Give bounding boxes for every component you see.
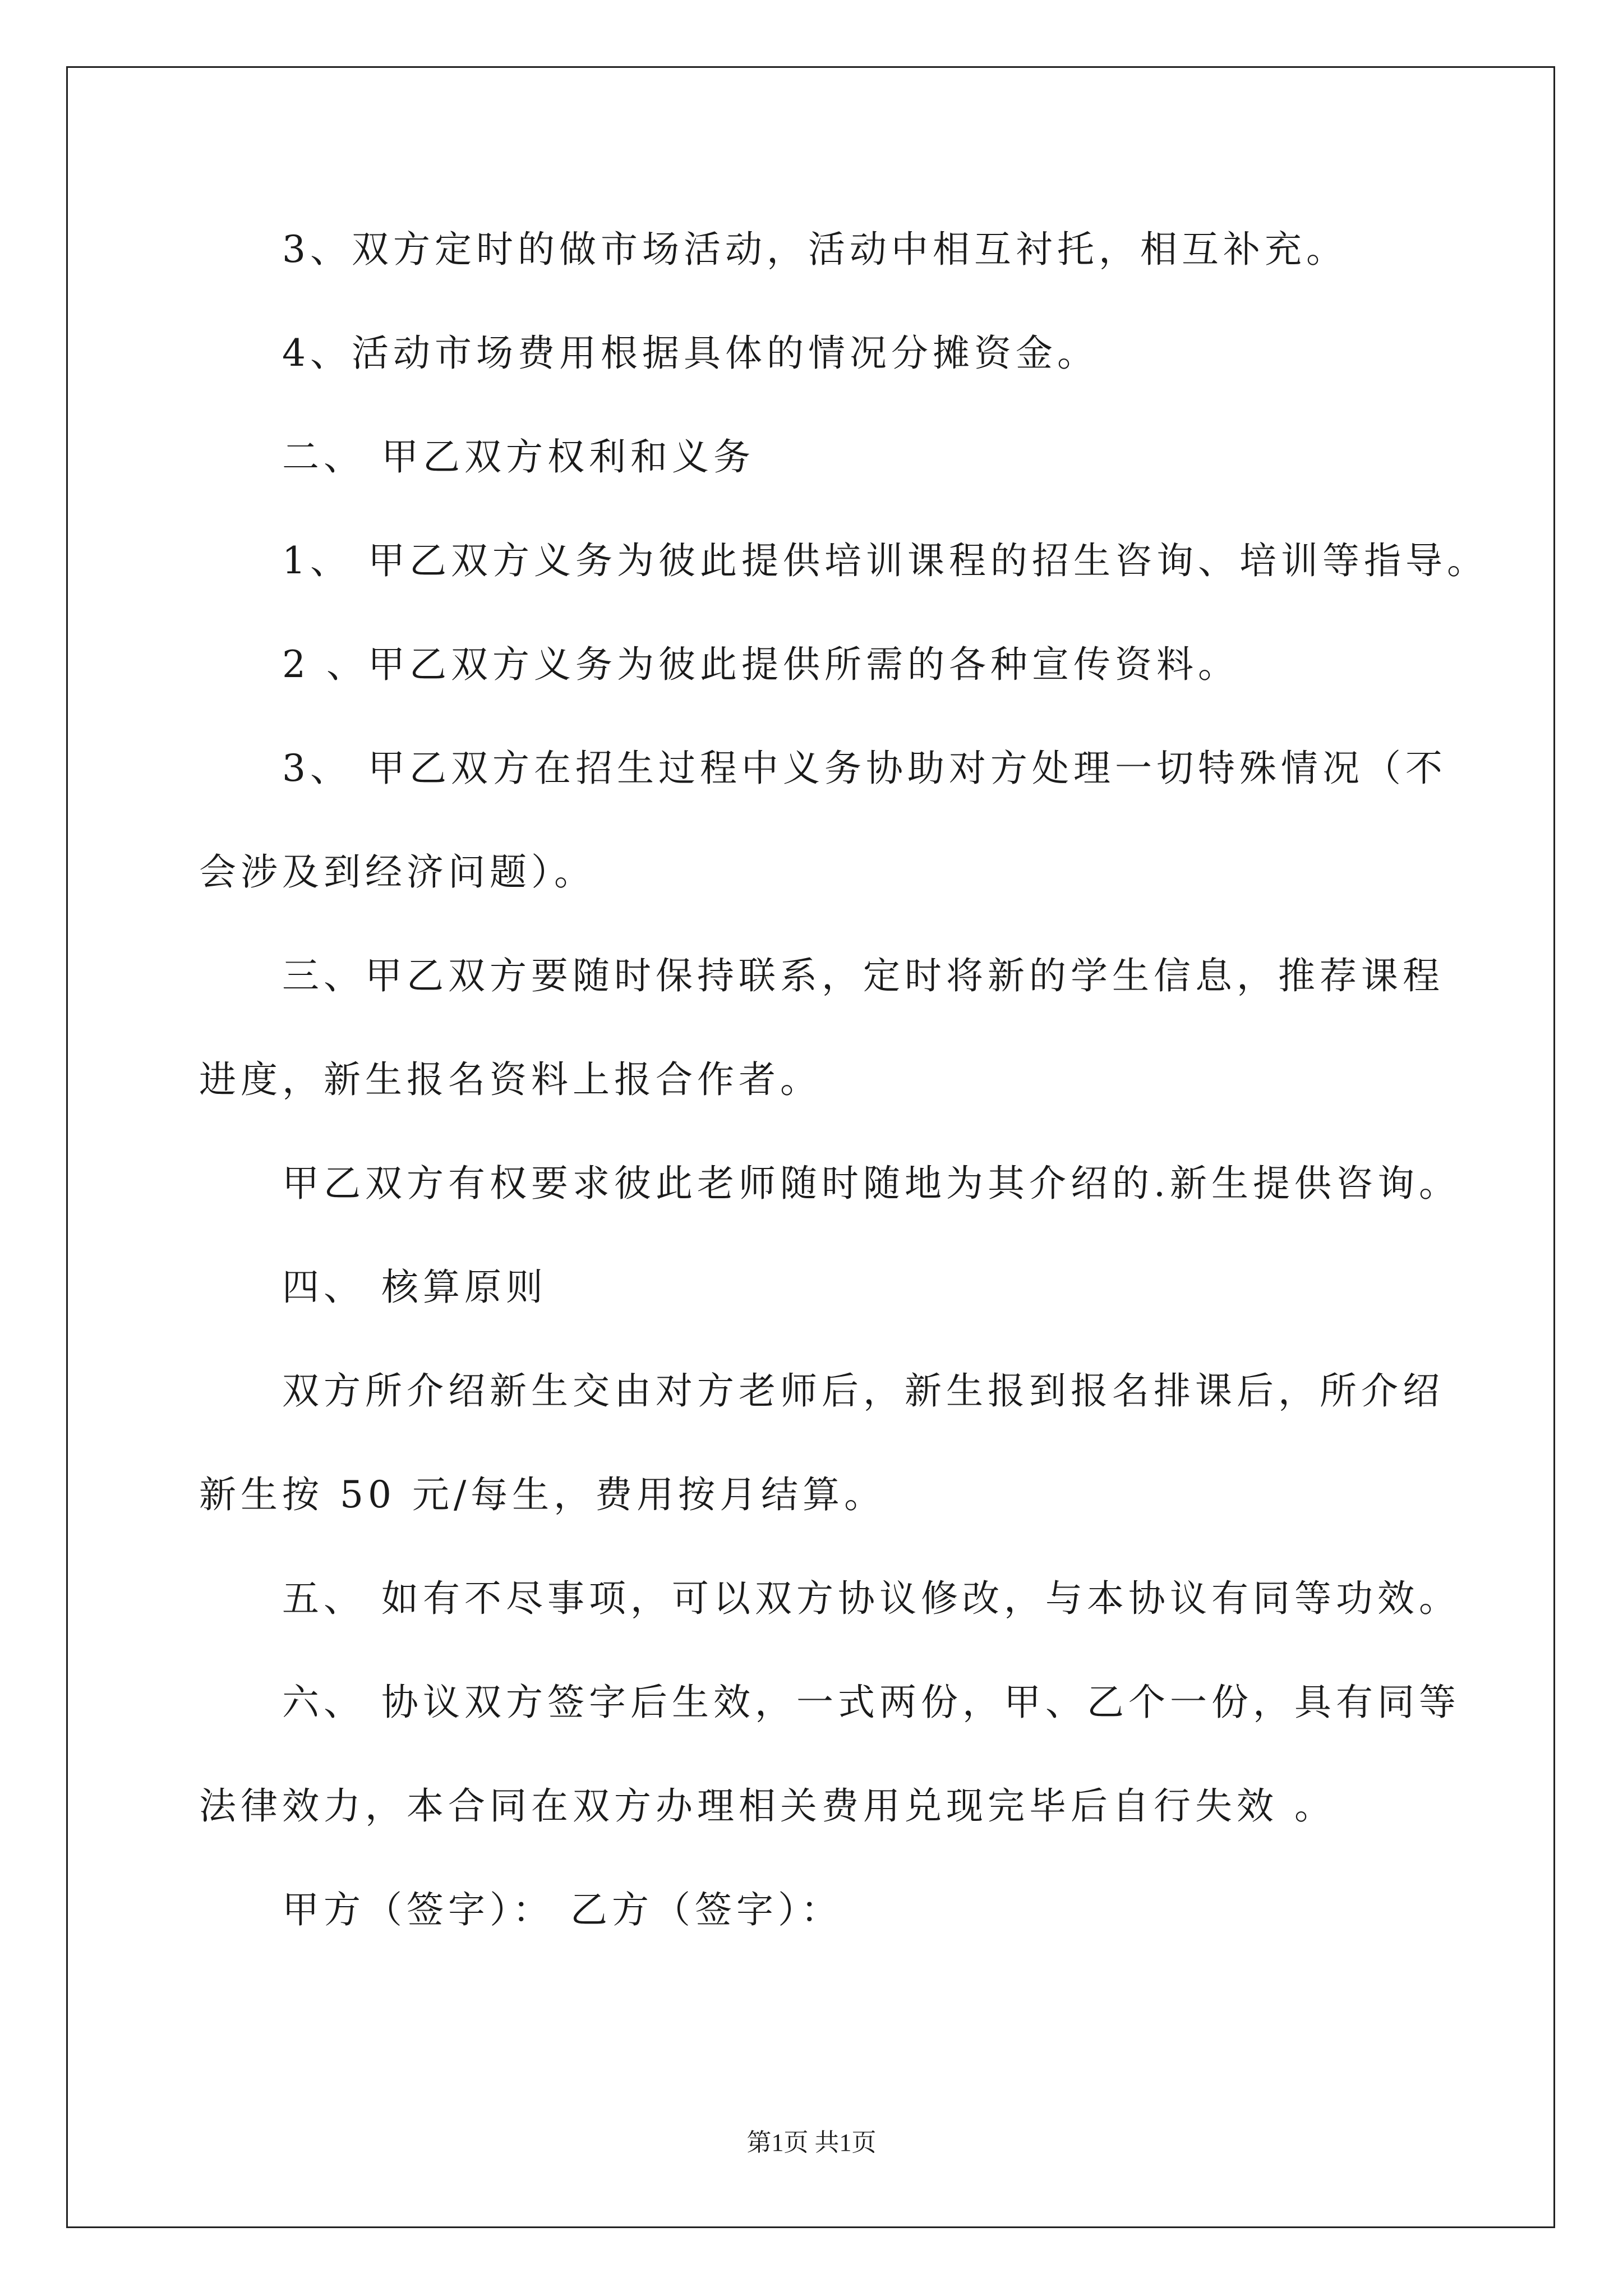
section-2-heading: 二、 甲乙双方权利和义务	[282, 435, 755, 478]
accounting-paragraph-cont: 新生按 50 元/每生，费用按月结算。	[199, 1473, 886, 1516]
signature-line: 甲方（签字）： 乙方（签字）：	[282, 1888, 842, 1931]
clause-4-costs: 4、活动市场费用根据具体的情况分摊资金。	[282, 332, 1099, 375]
section-6-paragraph: 六、 协议双方签字后生效，一式两份，甲、乙个一份，具有同等	[282, 1681, 1460, 1724]
section-6-paragraph-cont: 法律效力，本合同在双方办理相关费用兑现完毕后自行失效 。	[199, 1784, 1336, 1828]
page-footer: 第1页 共1页	[746, 2129, 877, 2156]
section-5-paragraph: 五、 如有不尽事项，可以双方协议修改，与本协议有同等功效。	[282, 1577, 1460, 1620]
rights-item-3: 3、 甲乙双方在招生过程中义务协助对方处理一切特殊情况（不	[282, 747, 1447, 790]
section-4-heading: 四、 核算原则	[282, 1266, 547, 1309]
consultation-paragraph: 甲乙双方有权要求彼此老师随时随地为其介绍的.新生提供咨询。	[282, 1162, 1460, 1205]
rights-item-2: 2 、甲乙双方义务为彼此提供所需的各种宣传资料。	[282, 643, 1239, 686]
clause-3-activities: 3、双方定时的做市场活动，活动中相互衬托，相互补充。	[282, 228, 1348, 271]
rights-item-3-cont: 会涉及到经济问题）。	[199, 850, 596, 894]
section-3-paragraph: 三、甲乙双方要随时保持联系，定时将新的学生信息，推荐课程	[282, 954, 1444, 997]
section-3-paragraph-cont: 进度，新生报名资料上报合作者。	[199, 1058, 822, 1101]
rights-item-1: 1、 甲乙双方义务为彼此提供培训课程的招生咨询、培训等指导。	[282, 539, 1488, 582]
accounting-paragraph: 双方所介绍新生交由对方老师后，新生报到报名排课后，所介绍	[282, 1369, 1444, 1412]
